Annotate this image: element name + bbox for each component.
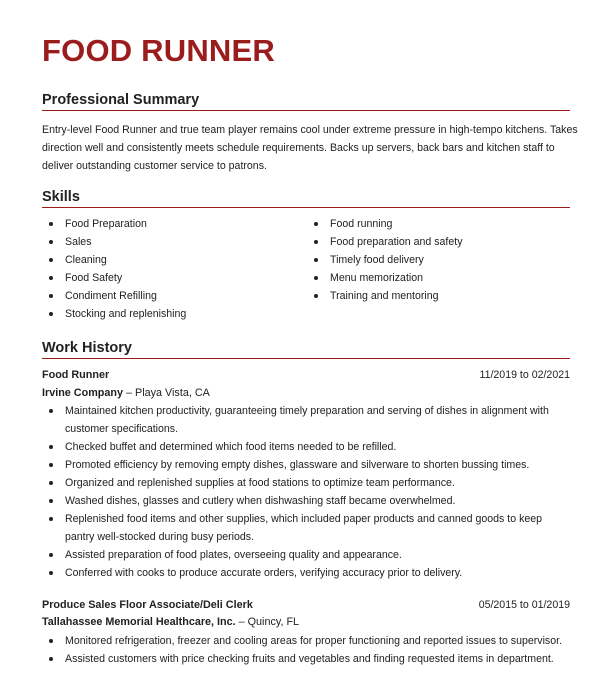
job-duties	[42, 632, 570, 668]
skill-item: Condiment Refilling	[42, 287, 302, 305]
skill-item: Timely food delivery	[307, 251, 570, 269]
summary-divider	[42, 110, 570, 111]
job-company: Tallahassee Memorial Healthcare, Inc.	[42, 616, 236, 628]
job-dates: 05/2015 to 01/2019	[478, 599, 570, 611]
summary-text: Entry-level Food Runner and true team player remains cool under extreme pressure in high-tempo kitchens. Takes direction well and consistently meets schedule requirements. Backs up servers, back bars and kitchen staff to deliver outstanding customer service to patrons.	[42, 124, 578, 172]
job-location: – Playa Vista, CA	[123, 387, 210, 399]
skills-divider	[42, 207, 570, 208]
duty-item: Maintained kitchen productivity, guaranteeing timely preparation and serving of dishes in alignment with customer specifications.	[42, 402, 570, 438]
summary-heading: Professional Summary	[42, 92, 200, 108]
work-heading: Work History	[42, 340, 132, 356]
skill-item: Food running	[307, 215, 570, 233]
job-dates: 11/2019 to 02/2021	[479, 369, 570, 381]
duty-item: Assisted preparation of food plates, overseeing quality and appearance.	[42, 546, 570, 564]
job-title: Food Runner	[42, 369, 110, 381]
duty-item: Monitored refrigeration, freezer and cooling areas for proper functioning and reported issues to supervisor.	[42, 632, 570, 650]
skill-item: Food Preparation	[42, 215, 302, 233]
skill-item: Training and mentoring	[307, 287, 570, 305]
skill-item: Sales	[42, 233, 302, 251]
skill-item: Stocking and replenishing	[42, 305, 302, 323]
duty-item: Promoted efficiency by removing empty dishes, glassware and silverware to shorten bussing times.	[42, 456, 570, 474]
resume-name: FOOD RUNNER	[42, 33, 275, 68]
duty-item: Washed dishes, glasses and cutlery when dishwashing staff became overwhelmed.	[42, 492, 570, 510]
skill-item: Food preparation and safety	[307, 233, 570, 251]
duty-item: Assisted customers with price checking fruits and vegetables and finding requested items in department.	[42, 650, 570, 668]
skill-item: Menu memorization	[307, 269, 570, 287]
duty-item: Conferred with cooks to produce accurate orders, verifying accuracy prior to delivery.	[42, 564, 570, 582]
duty-item: Checked buffet and determined which food items needed to be refilled.	[42, 438, 570, 456]
skills-heading: Skills	[42, 189, 80, 205]
work-divider	[42, 358, 570, 359]
duty-item: Organized and replenished supplies at food stations to optimize team performance.	[42, 474, 570, 492]
job-location: – Quincy, FL	[235, 616, 300, 628]
job-company-line	[42, 614, 299, 630]
duty-item: Replenished food items and other supplies, which included paper products and canned goods to keep pantry well-stocked during busy periods.	[42, 510, 570, 546]
job-company-line	[42, 385, 210, 401]
job-title: Produce Sales Floor Associate/Deli Clerk	[42, 599, 253, 611]
skills-list-left	[42, 215, 302, 323]
skill-item: Cleaning	[42, 251, 302, 269]
job-company: Irvine Company	[42, 387, 123, 399]
skills-list-right	[307, 215, 570, 305]
job-duties	[42, 402, 570, 582]
skill-item: Food Safety	[42, 269, 302, 287]
